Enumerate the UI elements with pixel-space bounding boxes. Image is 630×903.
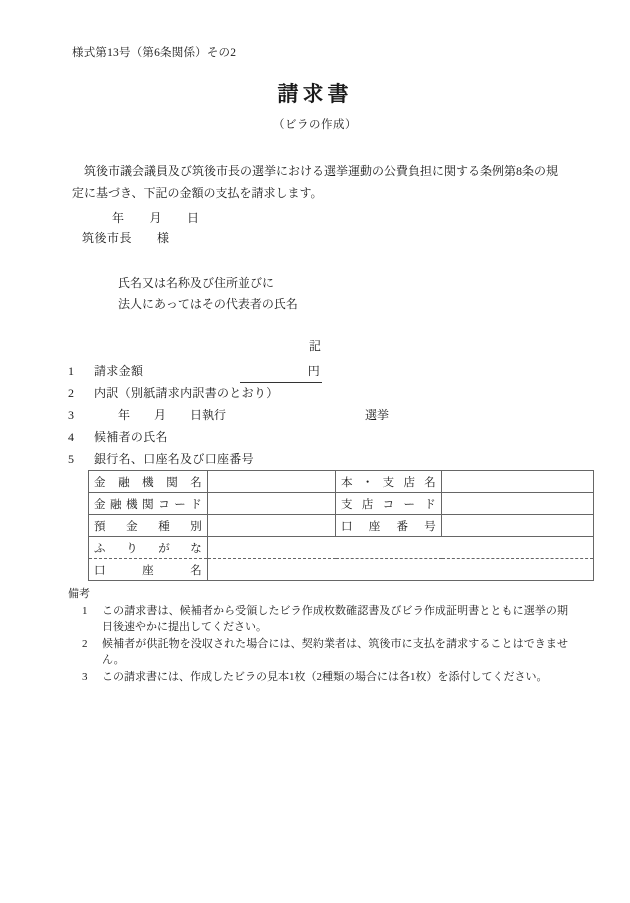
item-4-number: 4 (68, 430, 74, 444)
signature-block (118, 273, 298, 315)
label-bank-code: 金融機関コード (89, 493, 208, 515)
remark-1-number: 1 (82, 605, 88, 617)
label-deposit-type: 預金種別 (89, 515, 208, 537)
remark-3-text: この請求書には、作成したビラの見本1枚（2種類の場合には各1枚）を添付してください。 (102, 671, 548, 683)
label-account-number: 口座番号 (336, 515, 442, 537)
remark-2-text: 候補者が供託物を没収された場合には、契約業者は、筑後市に支払を請求することはできません。 (102, 638, 568, 666)
signature-line-2: 法人にあってはその代表者の氏名 (118, 297, 298, 311)
remark-2 (68, 636, 568, 668)
remark-2-number: 2 (82, 638, 88, 650)
item-1 (68, 360, 568, 382)
numbered-items (68, 360, 568, 470)
item-5 (68, 448, 568, 470)
label-furigana: ふりがな (89, 537, 208, 559)
item-4-label: 候補者の氏名 (94, 430, 168, 444)
bank-account-table (88, 470, 594, 581)
date-line: 年 月 日 (112, 211, 200, 225)
table-row (89, 515, 594, 537)
page-title: 請求書 (277, 82, 353, 106)
remark-1-text: この請求書は、候補者から受領したビラ作成枚数確認書及びビラ作成証明書とともに選挙の期日後速やかに提出してください。 (102, 605, 568, 633)
item-3-election-label: 選挙 (365, 408, 390, 422)
item-3-number: 3 (68, 408, 74, 422)
table-row (89, 471, 594, 493)
item-4 (68, 426, 568, 448)
remark-1 (68, 603, 568, 635)
page-subtitle: （ビラの作成） (273, 119, 357, 131)
item-1-number: 1 (68, 364, 74, 378)
value-bank-name[interactable] (208, 471, 336, 493)
value-account-name[interactable] (208, 559, 594, 581)
table-row (89, 559, 594, 581)
label-branch-name: 本・支店名 (336, 471, 442, 493)
item-5-label: 銀行名、口座名及び口座番号 (94, 452, 254, 466)
value-bank-code[interactable] (208, 493, 336, 515)
table-row (89, 537, 594, 559)
amount-field[interactable]: 円 (240, 360, 322, 383)
value-account-number[interactable] (442, 515, 594, 537)
remarks-section (68, 586, 568, 685)
remark-3 (68, 669, 568, 685)
label-bank-name: 金融機関名 (89, 471, 208, 493)
item-3 (68, 404, 568, 426)
form-code: 様式第13号（第6条関係）その2 (72, 47, 237, 59)
item-2-number: 2 (68, 386, 74, 400)
item-3-date-label: 年 月 日執行 (94, 408, 227, 422)
label-account-name: 口座名 (89, 559, 208, 581)
value-furigana[interactable] (208, 537, 594, 559)
value-branch-code[interactable] (442, 493, 594, 515)
table-row (89, 493, 594, 515)
value-branch-name[interactable] (442, 471, 594, 493)
label-branch-code: 支店コード (336, 493, 442, 515)
value-deposit-type[interactable] (208, 515, 336, 537)
item-1-label: 請求金額 (94, 364, 144, 378)
item-5-number: 5 (68, 452, 74, 466)
signature-line-1: 氏名又は名称及び住所並びに (118, 276, 275, 290)
item-2-label: 内訳（別紙請求内訳書のとおり） (94, 386, 279, 400)
remark-3-number: 3 (82, 671, 88, 683)
item-2 (68, 382, 568, 404)
ki-mark: 記 (308, 339, 321, 353)
addressee-line: 筑後市長 様 (82, 231, 170, 245)
remarks-label: 備考 (68, 588, 90, 600)
intro-paragraph: 筑後市議会議員及び筑後市長の選挙における選挙運動の公費負担に関する条例第8条の規定に基づき、下記の金額の支払を請求します。 (72, 164, 559, 200)
